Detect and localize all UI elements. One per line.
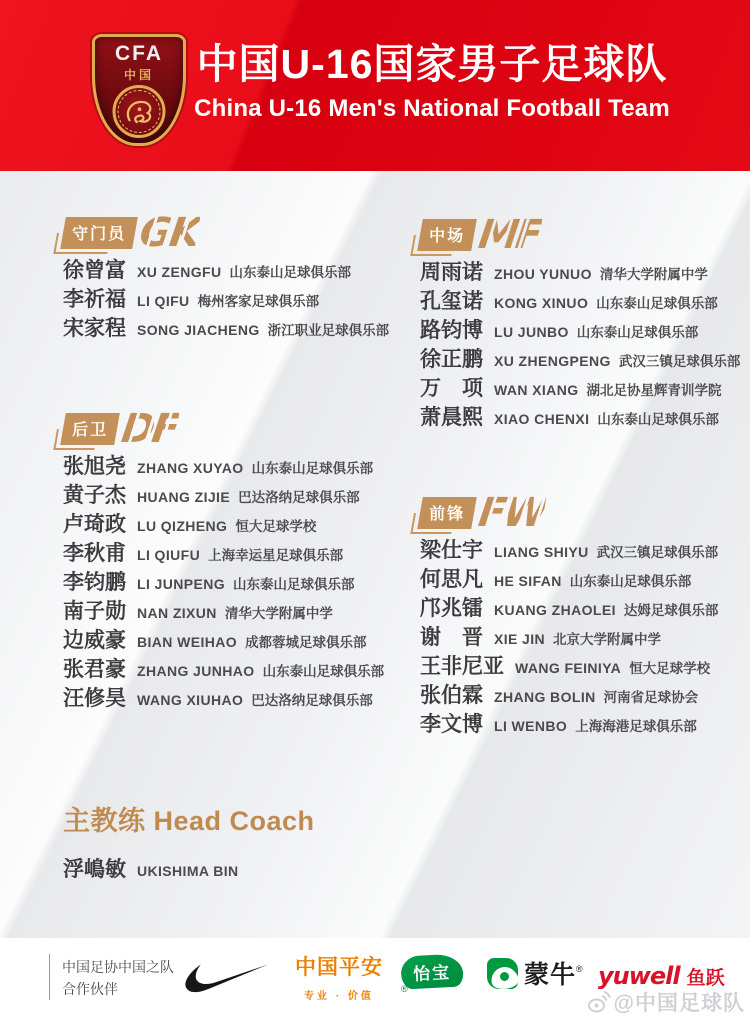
player-name-en: XU ZHENGPENG — [494, 353, 611, 369]
section-header-gk — [63, 210, 389, 256]
yibao-flag-icon — [400, 953, 464, 989]
player-row — [420, 540, 718, 564]
partner-text — [62, 956, 174, 1001]
player-name-cn: 何思凡 — [420, 568, 483, 591]
player-name-en: HE SIFAN — [494, 573, 562, 589]
player-row — [63, 543, 384, 567]
player-row — [420, 320, 740, 344]
player-name-cn: 张伯霖 — [420, 684, 483, 707]
section-goalkeepers — [63, 210, 390, 342]
cfa-logo — [92, 34, 186, 146]
player-club: 巴达洛纳足球俱乐部 — [251, 693, 373, 708]
player-name-cn: 王非尼亚 — [420, 655, 504, 678]
player-club: 恒大足球学校 — [235, 519, 317, 534]
dragon-emblem-icon — [113, 85, 166, 138]
partner-line2: 合作伙伴 — [62, 981, 118, 998]
player-name-cn: 李文博 — [420, 713, 483, 736]
player-row — [420, 291, 740, 315]
player-club: 山东泰山足球俱乐部 — [596, 296, 718, 311]
pingan-logo — [290, 951, 388, 1002]
player-name-cn: 孔玺诺 — [420, 290, 483, 313]
player-club: 巴达洛纳足球俱乐部 — [238, 490, 360, 505]
player-row — [420, 685, 718, 709]
coach-name-cn: 浮嶋敏 — [63, 858, 126, 881]
player-name-en: ZHANG BOLIN — [494, 689, 596, 705]
player-name-en: WANG XIUHAO — [137, 692, 244, 708]
player-club: 成都蓉城足球俱乐部 — [245, 635, 367, 650]
player-row — [63, 260, 389, 284]
player-club: 山东泰山足球俱乐部 — [262, 664, 385, 679]
player-name-cn: 李秋甫 — [63, 542, 126, 565]
player-name-en: ZHOU YUNUO — [494, 266, 592, 282]
player-name-cn: 宋家程 — [63, 317, 126, 340]
player-row — [63, 630, 384, 654]
player-club: 山东泰山足球俱乐部 — [251, 461, 374, 476]
player-row — [63, 688, 384, 712]
section-label-en: MF — [475, 212, 544, 258]
player-row — [63, 659, 384, 683]
yuwell-cn: 鱼跃 — [686, 968, 725, 989]
footer-divider — [49, 954, 50, 1000]
section-label-en: DF — [118, 406, 180, 452]
player-row — [63, 456, 384, 480]
section-label-en: FW — [475, 490, 548, 536]
header-banner — [0, 0, 750, 171]
player-name-cn: 徐曾富 — [63, 259, 126, 282]
yuwell-latin: yuwell — [598, 962, 680, 990]
player-name-en: WAN XIANG — [494, 382, 579, 398]
player-row — [420, 349, 740, 373]
player-club: 北京大学附属中学 — [553, 632, 662, 647]
player-row — [420, 627, 718, 651]
roster-body — [0, 171, 750, 938]
player-name-en: XU ZENGFU — [137, 264, 222, 280]
player-name-en: XIAO CHENXI — [494, 411, 590, 427]
player-row — [63, 514, 384, 538]
section-label-cn: 前锋 — [429, 506, 466, 523]
cfa-logo-text: CFA — [115, 42, 163, 65]
mengniu-logo — [487, 955, 583, 991]
section-label-cn: 中场 — [429, 228, 466, 245]
player-name-cn: 张君豪 — [63, 658, 126, 681]
section-label-cn: 守门员 — [72, 226, 127, 243]
head-coach-block — [63, 799, 315, 883]
yuwell-logo — [598, 962, 725, 990]
player-name-en: LU JUNBO — [494, 324, 569, 340]
section-label-cn: 后卫 — [72, 422, 109, 439]
player-club: 武汉三镇足球俱乐部 — [596, 545, 719, 560]
player-name-en: SONG JIACHENG — [137, 322, 260, 338]
yibao-label: 怡宝 — [412, 963, 452, 984]
player-name-en: LU QIZHENG — [137, 518, 228, 534]
player-row — [420, 407, 740, 431]
player-club: 河南省足球协会 — [603, 690, 699, 705]
player-club: 梅州客家足球俱乐部 — [197, 294, 320, 309]
player-club: 浙江职业足球俱乐部 — [267, 323, 390, 338]
player-name-cn: 万 项 — [420, 377, 483, 400]
player-name-en: LI QIUFU — [137, 547, 201, 563]
player-name-cn: 李钧鹏 — [63, 571, 126, 594]
player-name-en: XIE JIN — [494, 631, 546, 647]
section-header-fw — [420, 490, 718, 536]
player-name-cn: 谢 晋 — [420, 626, 483, 649]
player-name-en: KONG XINUO — [494, 295, 589, 311]
title-block — [178, 42, 686, 123]
player-club: 山东泰山足球俱乐部 — [576, 325, 699, 340]
yibao-logo — [401, 955, 463, 1006]
player-row — [420, 656, 718, 680]
player-name-cn: 边威豪 — [63, 629, 126, 652]
player-club: 恒大足球学校 — [629, 661, 711, 676]
player-club: 达姆足球俱乐部 — [623, 603, 719, 618]
player-name-cn: 黄子杰 — [63, 484, 126, 507]
player-name-cn: 周雨诺 — [420, 261, 483, 284]
player-club: 湖北足协星辉青训学院 — [586, 383, 722, 398]
section-label-cn-badge — [60, 217, 138, 249]
page-title-en: China U-16 Men's National Football Team — [194, 95, 670, 123]
weibo-icon — [586, 989, 612, 1015]
player-row — [63, 601, 384, 625]
player-list-df — [63, 456, 384, 712]
player-club: 清华大学附属中学 — [599, 267, 708, 282]
player-name-cn: 南子勋 — [63, 600, 126, 623]
player-row — [420, 262, 740, 286]
player-name-cn: 张旭尧 — [63, 455, 126, 478]
coach-name-en: UKISHIMA BIN — [137, 863, 239, 879]
player-name-en: KUANG ZHAOLEI — [494, 602, 616, 618]
mengniu-label: 蒙牛 — [524, 961, 577, 989]
player-name-cn: 路钧博 — [420, 319, 483, 342]
player-row — [420, 569, 718, 593]
nike-swoosh-icon — [185, 963, 269, 993]
player-club: 山东泰山足球俱乐部 — [569, 574, 692, 589]
player-row — [63, 318, 389, 342]
player-list-gk — [63, 260, 389, 342]
section-label-en: GK — [136, 210, 202, 256]
player-name-cn: 萧晨熙 — [420, 406, 483, 429]
pingan-tagline: 专业 · 价值 — [304, 991, 374, 1002]
player-club: 山东泰山足球俱乐部 — [597, 412, 719, 427]
player-row — [63, 572, 384, 596]
player-name-en: LIANG SHIYU — [494, 544, 589, 560]
section-midfielders — [420, 212, 741, 431]
player-name-en: BIAN WEIHAO — [137, 634, 238, 650]
cfa-shield — [92, 34, 186, 146]
watermark-text: @中国足球队 — [613, 992, 745, 1015]
player-club: 清华大学附属中学 — [224, 606, 333, 621]
page-title-cn: 中国U-16国家男子足球队 — [196, 41, 668, 87]
player-list-fw — [420, 540, 718, 738]
section-label-cn-badge — [417, 497, 477, 529]
player-name-en: ZHANG JUNHAO — [137, 663, 255, 679]
mengniu-reg-mark: ® — [576, 964, 583, 974]
player-list-mf — [420, 262, 740, 431]
player-name-cn: 卢琦政 — [63, 513, 126, 536]
player-row — [63, 289, 389, 313]
weibo-watermark — [586, 987, 745, 1017]
player-name-en: LI JUNPENG — [137, 576, 226, 592]
section-header-mf — [420, 212, 740, 258]
player-club: 上海海港足球俱乐部 — [575, 719, 697, 734]
player-name-cn: 李祈福 — [63, 288, 126, 311]
player-club: 武汉三镇足球俱乐部 — [618, 354, 741, 369]
player-name-en: HUANG ZIJIE — [137, 489, 231, 505]
player-name-en: LI QIFU — [137, 293, 190, 309]
player-club: 山东泰山足球俱乐部 — [233, 577, 355, 592]
player-name-en: LI WENBO — [494, 718, 568, 734]
player-club: 上海幸运星足球俱乐部 — [208, 548, 344, 563]
section-label-cn-badge — [60, 413, 120, 445]
section-header-df — [63, 406, 384, 452]
player-row — [420, 598, 718, 622]
player-name-en: WANG FEINIYA — [515, 660, 622, 676]
player-club: 山东泰山足球俱乐部 — [229, 265, 351, 280]
player-name-cn: 邝兆镭 — [420, 597, 483, 620]
partner-line1: 中国足协中国之队 — [62, 959, 174, 975]
mengniu-icon — [487, 958, 518, 989]
player-row — [420, 714, 718, 738]
player-name-en: ZHANG XUYAO — [137, 460, 244, 476]
head-coach-row — [63, 853, 315, 883]
player-name-cn: 梁仕宇 — [420, 539, 483, 562]
section-defenders — [63, 406, 385, 712]
player-row — [63, 485, 384, 509]
head-coach-title: 主教练 Head Coach — [63, 806, 315, 836]
cfa-logo-cn: 中国 — [123, 68, 154, 82]
section-forwards — [420, 490, 719, 738]
player-name-en: NAN ZIXUN — [137, 605, 217, 621]
yibao-reg-mark: ® — [401, 984, 408, 994]
player-name-cn: 徐正鹏 — [420, 348, 483, 371]
pingan-name: 中国平安 — [295, 956, 383, 979]
player-name-cn: 汪修昊 — [63, 687, 126, 710]
player-row — [420, 378, 740, 402]
section-label-cn-badge — [417, 219, 477, 251]
